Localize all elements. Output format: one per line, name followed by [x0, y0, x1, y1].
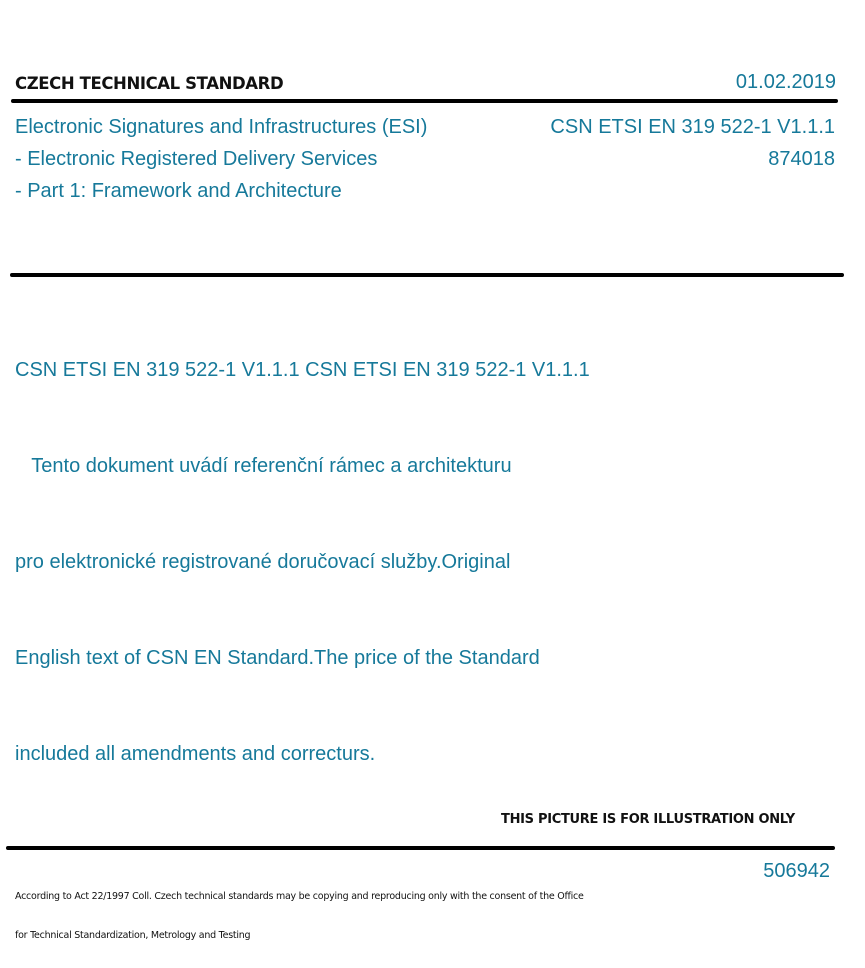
description-line-4: English text of CSN EN Standard.The price of the Standard [15, 647, 540, 669]
legal-line-2: for Technical Standardization, Metrology and Testing [15, 930, 251, 941]
illustration-notice: THIS PICTURE IS FOR ILLUSTRATION ONLY [501, 812, 795, 827]
description-line-2: Tento dokument uvádí referenční rámec a architekturu [15, 455, 512, 477]
standard-type-label: CZECH TECHNICAL STANDARD [15, 74, 284, 93]
class-number: 874018 [768, 148, 835, 170]
footer-divider [6, 846, 835, 850]
title-divider [10, 273, 844, 277]
description-line-1: CSN ETSI EN 319 522-1 V1.1.1 CSN ETSI EN 319 522-1 V1.1.1 [15, 359, 590, 381]
legal-line-1: According to Act 22/1997 Coll. Czech technical standards may be copying and reproducing only with the consent of the Office [15, 891, 584, 902]
description-line-5: included all amendments and correcturs. [15, 743, 376, 765]
catalog-number: 506942 [763, 860, 830, 882]
description-line-3: pro elektronické registrované doručovací služby.Original [15, 551, 511, 573]
title-line-1: Electronic Signatures and Infrastructures (ESI) [15, 116, 428, 138]
legal-notice [15, 864, 584, 968]
header-divider [11, 99, 838, 103]
standard-code: CSN ETSI EN 319 522-1 V1.1.1 [550, 116, 835, 138]
publication-date: 01.02.2019 [735, 71, 836, 93]
title-line-2: - Electronic Registered Delivery Services [15, 148, 378, 170]
description-block [15, 290, 590, 834]
title-line-3: - Part 1: Framework and Architecture [15, 180, 342, 202]
